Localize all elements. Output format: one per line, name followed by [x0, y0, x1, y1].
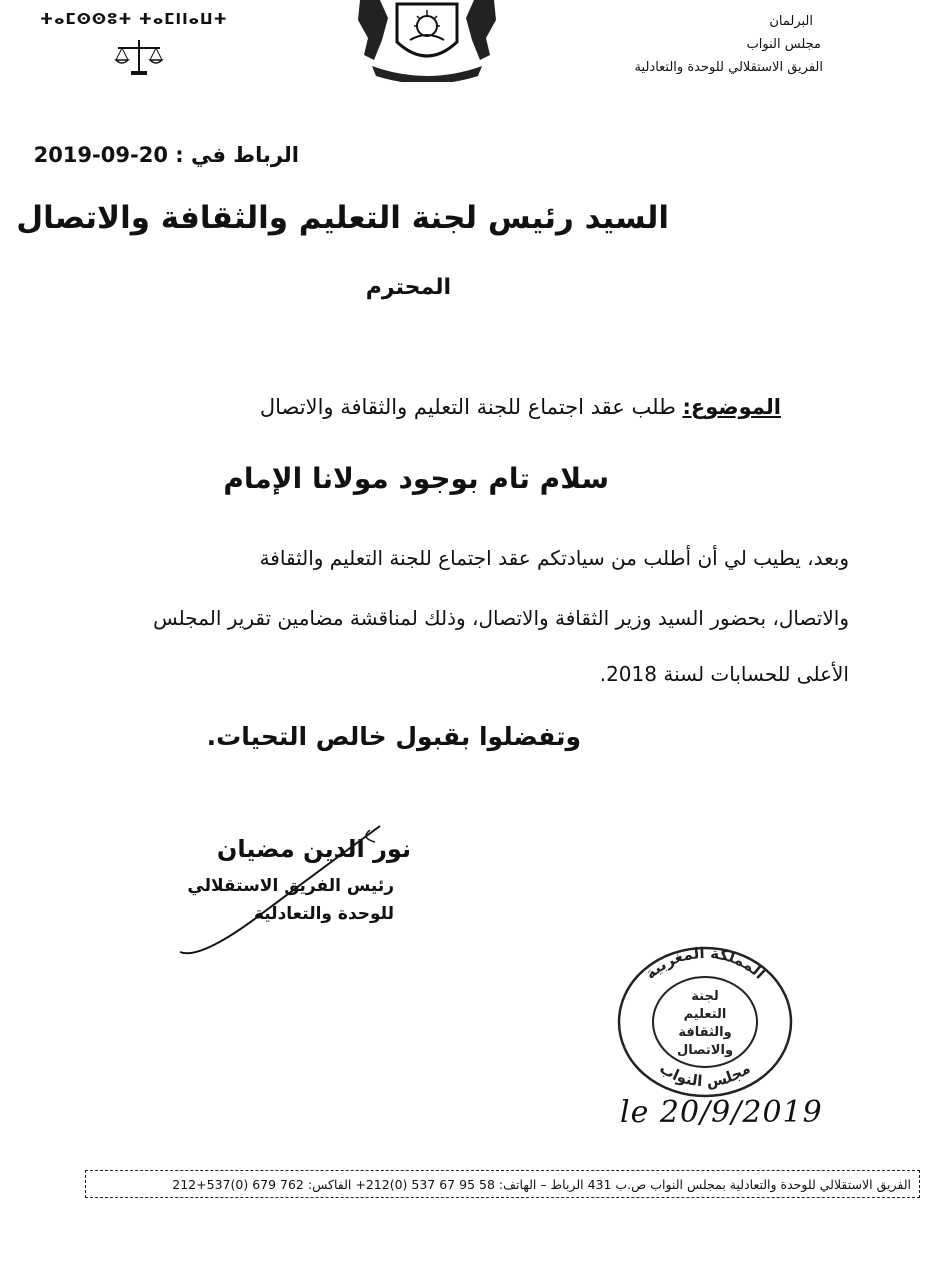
signatory-title-line-1: رئيس الفريق الاستقلالي — [187, 876, 394, 896]
stamp-outer-bottom: مجلس النواب — [656, 1059, 754, 1091]
subject-label: الموضوع: — [682, 395, 781, 419]
honorific: المحترم — [365, 275, 451, 300]
signatory-name: نور الدين مضيان — [216, 835, 411, 863]
moroccan-coat-of-arms-icon — [352, 0, 502, 82]
stamp-outer-top: المملكة المغربية — [641, 943, 769, 983]
body-line-3: الأعلى للحسابات لسنة 2018. — [599, 662, 849, 686]
closing: وتفضلوا بقبول خالص التحيات. — [206, 722, 581, 751]
committee-stamp — [612, 940, 798, 1100]
stamp-handwritten-date: le 20/9/2019 — [620, 1095, 823, 1130]
tifinagh-header: ⵜⴰⵎⵙⵙⵓⵜ ⵜⴰⵎⵏⵏⴰⵡⵜ — [40, 10, 228, 28]
addressee: السيد رئيس لجنة التعليم والثقافة والاتصال — [16, 200, 669, 236]
stamp-inner-3: والثقافة — [678, 1025, 732, 1040]
letter-date: الرباط في : 20-09-2019 — [33, 143, 299, 167]
organization-header — [635, 10, 821, 79]
handwritten-signature-icon — [170, 820, 400, 960]
body-line-1: وبعد، يطيب لي أن أطلب من سيادتكم عقد اجتماع للجنة التعليم والثقافة — [259, 546, 849, 570]
org-parliament: البرلمان — [769, 14, 813, 29]
stamp-inner-1: لجنة — [691, 989, 719, 1004]
body-line-2: والاتصال، بحضور السيد وزير الثقافة والاتصال، وذلك لمناقشة مضامين تقرير المجلس — [153, 606, 849, 630]
footer-contact: الفريق الاستقلالي للوحدة والتعادلية بمجلس النواب ص.ب 431 الرباط – الهاتف: 58 95 67 537 (0)212+ الفاكس: 762 679 (0)537+212 — [85, 1170, 920, 1198]
stamp-inner-2: التعليم — [683, 1007, 727, 1022]
svg-text:مجلس النواب — [656, 1059, 753, 1091]
stamp-inner-4: والاتصال — [676, 1043, 734, 1058]
org-house: مجلس النواب — [746, 37, 821, 52]
scales-icon — [112, 38, 166, 78]
signatory-title-line-2: للوحدة والتعادلية — [253, 904, 394, 924]
greeting: سلام تام بوجود مولانا الإمام — [223, 462, 609, 495]
org-group: الفريق الاستقلالي للوحدة والتعادلية — [634, 60, 823, 75]
subject-text: طلب عقد اجتماع للجنة التعليم والثقافة والاتصال — [259, 395, 683, 419]
subject-line — [260, 395, 781, 419]
